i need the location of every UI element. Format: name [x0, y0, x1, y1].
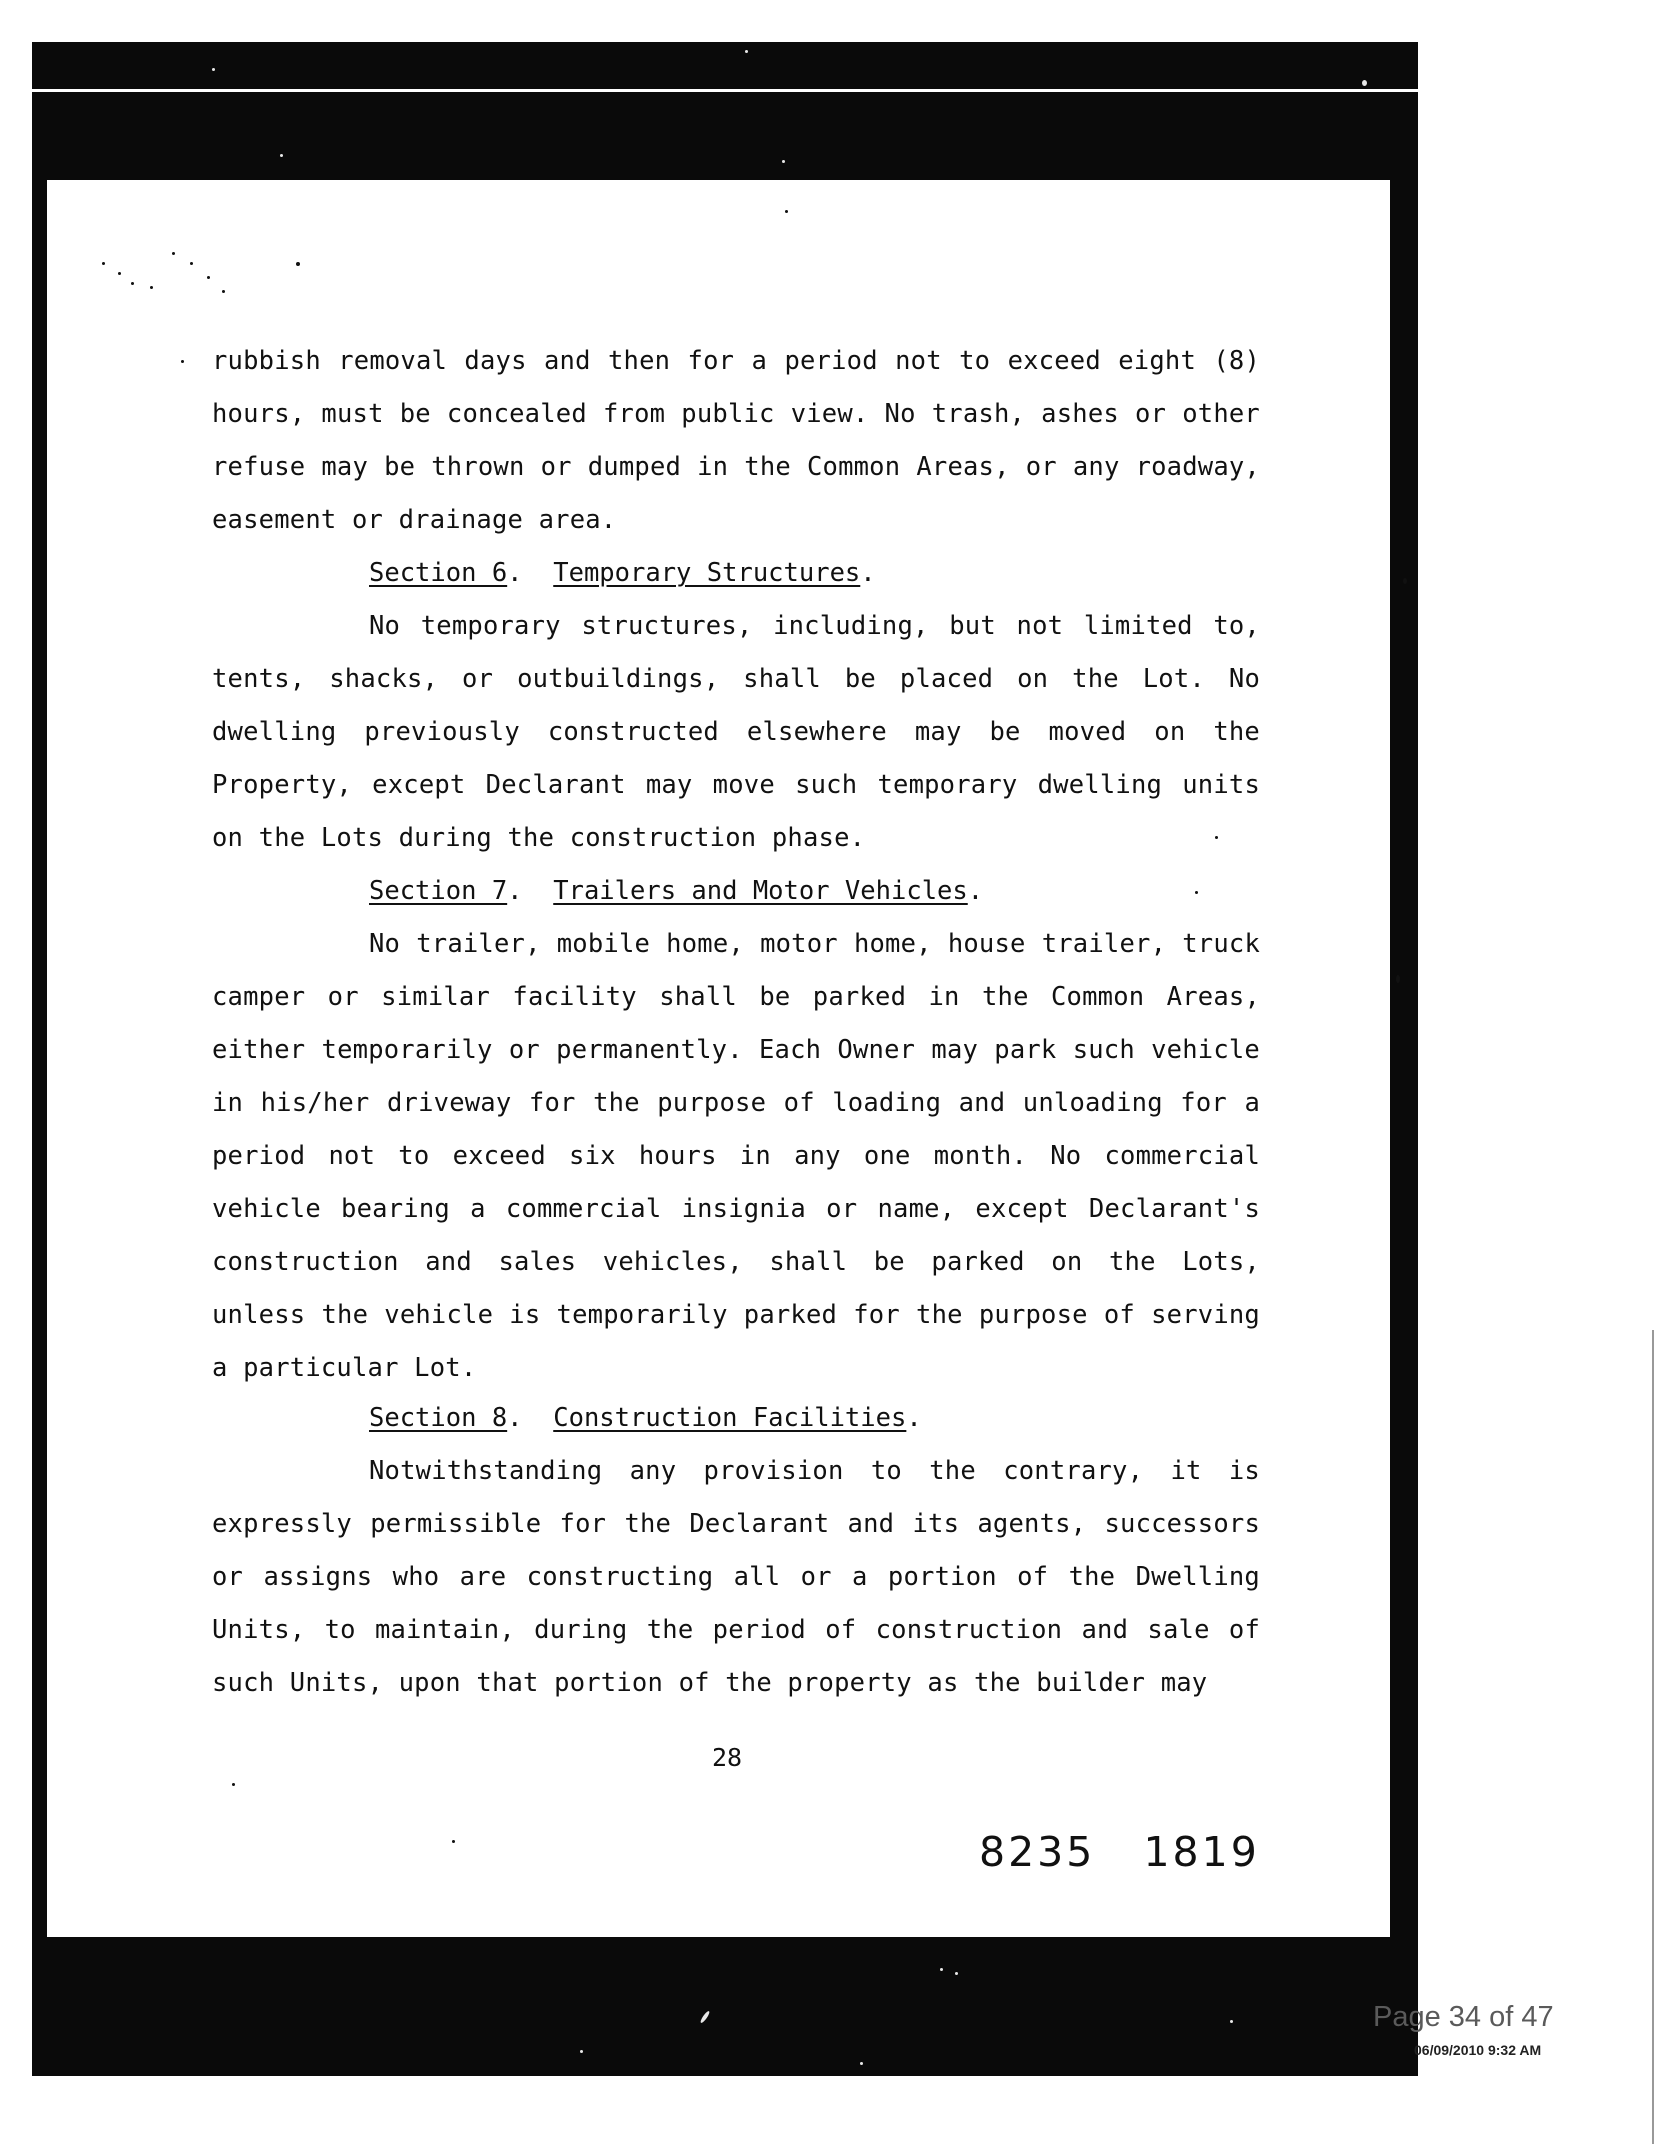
scan-speck	[172, 252, 175, 255]
scan-speck	[745, 50, 748, 53]
scan-speck	[940, 1968, 943, 1971]
section-number: Section 8	[369, 1403, 508, 1433]
paragraph-text: No temporary structures, including, but not limited to, tents, shacks, or outbuildings, shall be placed on the Lot. No dwelling previously constructed elsewhere may be moved on the Property, except Declarant may move such temporary dwelling units on the Lots during the construction phase.	[212, 611, 1260, 853]
page-edge-line	[1652, 1330, 1654, 2144]
paragraph-text: No trailer, mobile home, motor home, house trailer, truck camper or similar facility shall be parked in the Common Areas, either temporarily or permanently. Each Owner may park such vehicle in his/her driveway for the purpose of loading and unloading for a period not to exceed six hours in any one month. No commercial vehicle bearing a commercial insignia or name, except Declarant's construction and sales vehicles, shall be parked on the Lots, unless the vehicle is temporarily parked for the purpose of serving a particular Lot.	[212, 929, 1260, 1383]
paragraph: rubbish removal days and then for a period not to exceed eight (8) hours, must be concealed from public view. No trash, ashes or other refuse may be thrown or dumped in the Common Areas, or any roadway, easement or drainage area.	[212, 346, 1260, 535]
scan-speck	[955, 1972, 958, 1975]
scan-speck	[296, 262, 300, 266]
section-number: Section 7	[369, 876, 508, 906]
scan-speck	[580, 2050, 583, 2053]
scan-speck	[190, 262, 193, 265]
scan-speck	[222, 290, 225, 293]
scan-speck	[1230, 2020, 1233, 2023]
scan-speck	[452, 1840, 455, 1843]
paragraph-text: Notwithstanding any provision to the contrary, it is expressly permissible for the Declarant and its agents, successors or assigns who are constructing all or a portion of the Dwelling Units, to maintain, during the period of construction and sale of such Units, upon that portion of the property as the builder may	[212, 1456, 1260, 1698]
section-title: Temporary Structures	[553, 558, 861, 588]
section-heading: Section 7. Trailers and Motor Vehicles.	[369, 876, 984, 906]
scan-speck	[1195, 891, 1198, 894]
scan-speck	[782, 160, 785, 163]
scan-speck	[150, 286, 153, 289]
scan-speck	[280, 154, 283, 157]
scan-speck	[207, 276, 210, 279]
section-heading: Section 6. Temporary Structures.	[369, 558, 876, 588]
scan-speck	[102, 262, 105, 265]
scan-speck	[118, 272, 121, 275]
section-heading: Section 8. Construction Facilities.	[369, 1403, 922, 1433]
section-number: Section 6	[369, 558, 508, 588]
scan-line	[32, 89, 1418, 92]
scan-speck	[785, 210, 788, 213]
paragraph	[212, 918, 1260, 1395]
scan-speck	[212, 68, 215, 71]
paragraph	[212, 1445, 1260, 1710]
section-title: Trailers and Motor Vehicles	[553, 876, 968, 906]
page-counter: Page 34 of 47	[1373, 2001, 1554, 2033]
scan-speck	[131, 282, 134, 285]
scan-speck	[181, 360, 184, 363]
print-timestamp: 06/09/2010 9:32 AM	[1414, 2042, 1542, 2058]
paragraph	[212, 600, 1260, 865]
section-title: Construction Facilities	[553, 1403, 907, 1433]
scan-speck	[860, 2062, 863, 2065]
scan-speck	[1396, 975, 1400, 983]
scan-speck	[1362, 80, 1367, 86]
scan-speck	[1403, 578, 1407, 584]
scan-speck	[232, 1783, 235, 1786]
book-page-stamp: 8235 1819	[979, 1828, 1260, 1876]
page-number: 28	[711, 1743, 743, 1772]
